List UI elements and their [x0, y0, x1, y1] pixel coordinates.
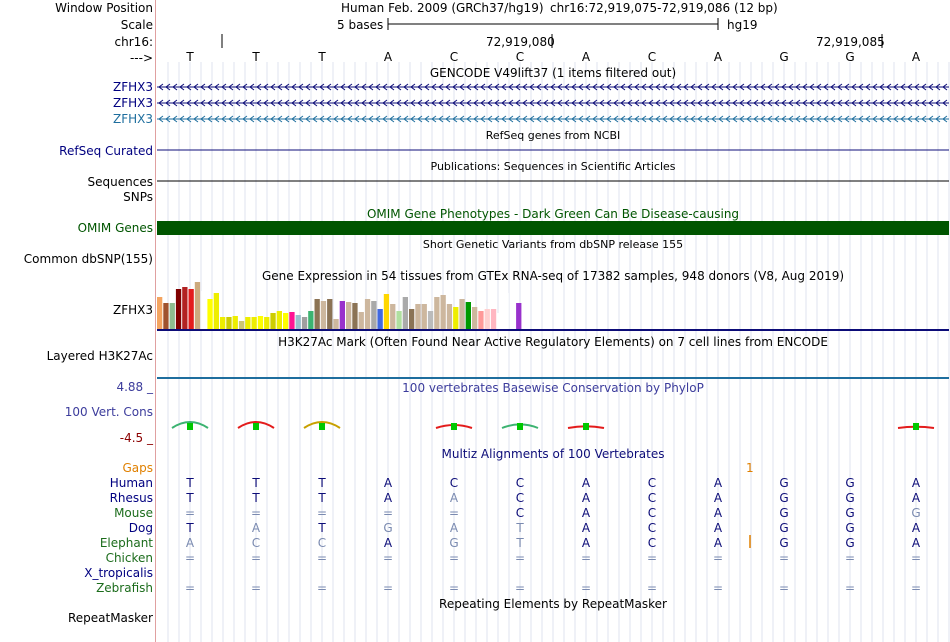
omim-track-title[interactable]: OMIM Gene Phenotypes - Dark Green Can Be Disease-causing: [366, 207, 740, 221]
alignment-base-zebrafish: =: [712, 581, 724, 595]
sequence-base: A: [581, 50, 591, 64]
gtex-tissue-bar: [207, 299, 212, 329]
gtex-tissue-bar: [308, 311, 313, 329]
gencode-track-title[interactable]: GENCODE V49lift37 (1 items filtered out): [429, 66, 677, 80]
cons-max-label: 4.88 _: [116, 380, 153, 394]
snps-label[interactable]: SNPs: [123, 190, 153, 204]
alignment-base-dog: T: [516, 521, 524, 535]
gtex-tissue-bar: [352, 303, 357, 329]
alignment-base-mouse: G: [845, 506, 855, 520]
alignment-base-chicken: =: [448, 551, 460, 565]
alignment-base-rhesus: T: [252, 491, 260, 505]
alignment-base-mouse: =: [250, 506, 262, 520]
gtex-tissue-bar: [359, 312, 364, 329]
gtex-tissue-bar: [296, 315, 301, 329]
alignment-base-dog: A: [713, 521, 723, 535]
phylop-bar: [517, 423, 523, 430]
alignment-base-dog: C: [647, 521, 657, 535]
repeatmasker-track-title[interactable]: Repeating Elements by RepeatMasker: [439, 597, 667, 611]
alignment-base-elephant: T: [516, 536, 524, 550]
alignment-base-mouse: C: [647, 506, 657, 520]
gtex-tissue-bar: [289, 312, 294, 329]
sequence-base: G: [845, 50, 855, 64]
alignment-base-zebrafish: =: [778, 581, 790, 595]
vert-cons-label[interactable]: 100 Vert. Cons: [64, 405, 153, 419]
gene-label-zfhx3-2[interactable]: ZFHX3: [112, 96, 153, 110]
alignment-base-chicken: =: [778, 551, 790, 565]
alignment-base-elephant: G: [845, 536, 855, 550]
alignment-base-elephant: A: [911, 536, 921, 550]
alignment-base-elephant: C: [251, 536, 261, 550]
alignment-base-zebrafish: =: [580, 581, 592, 595]
alignment-base-dog: G: [383, 521, 393, 535]
phylop-bar: [319, 423, 325, 430]
dbsnp-track-title[interactable]: Short Genetic Variants from dbSNP release 155: [422, 238, 684, 251]
species-dog-label[interactable]: Dog: [128, 521, 153, 535]
gtex-tissue-bar: [220, 317, 225, 329]
gtex-tissue-bar: [415, 304, 420, 329]
gtex-tissue-bar: [201, 291, 206, 329]
cons-min-label: -4.5 _: [119, 431, 153, 445]
alignment-base-rhesus: C: [647, 491, 657, 505]
gtex-tissue-bar: [333, 319, 338, 329]
omim-bar: [157, 221, 949, 235]
alignment-base-human: G: [845, 476, 855, 490]
sequence-base: T: [252, 50, 260, 64]
species-chicken-label[interactable]: Chicken: [105, 551, 153, 565]
gtex-tissue-bar: [170, 303, 175, 329]
gtex-tissue-bar: [302, 317, 307, 329]
gtex-tissue-bar: [384, 294, 389, 329]
alignment-base-mouse: G: [779, 506, 789, 520]
alignment-base-rhesus: A: [383, 491, 393, 505]
alignment-base-rhesus: G: [845, 491, 855, 505]
alignment-base-dog: T: [318, 521, 326, 535]
gtex-tissue-bar: [226, 317, 231, 329]
alignment-base-rhesus: A: [911, 491, 921, 505]
alignment-base-dog: A: [581, 521, 591, 535]
gtex-tissue-bar: [491, 309, 496, 329]
alignment-base-rhesus: G: [779, 491, 789, 505]
gtex-tissue-bar: [239, 321, 244, 329]
coord-tick-85: 72,919,085: [816, 35, 885, 49]
alignment-base-zebrafish: =: [514, 581, 526, 595]
refseq-curated-label[interactable]: RefSeq Curated: [59, 144, 153, 158]
alignment-base-elephant: C: [317, 536, 327, 550]
alignment-base-zebrafish: =: [844, 581, 856, 595]
species-mouse-label[interactable]: Mouse: [114, 506, 153, 520]
alignment-base-chicken: =: [382, 551, 394, 565]
alignment-base-rhesus: T: [318, 491, 326, 505]
alignment-base-chicken: =: [250, 551, 262, 565]
sequence-base: C: [515, 50, 525, 64]
sequence-base: T: [186, 50, 194, 64]
gtex-tissue-bar: [522, 326, 527, 329]
alignment-base-elephant: A: [581, 536, 591, 550]
gtex-tissue-bar: [478, 311, 483, 329]
gtex-tissue-bar: [182, 287, 187, 329]
publications-track-title[interactable]: Publications: Sequences in Scientific Articles: [430, 160, 676, 173]
alignment-base-human: A: [713, 476, 723, 490]
sequence-base: A: [911, 50, 921, 64]
alignment-base-zebrafish: =: [184, 581, 196, 595]
phylop-bar: [451, 423, 457, 430]
sequence-base: A: [383, 50, 393, 64]
alignment-base-mouse: G: [911, 506, 921, 520]
alignment-base-human: T: [318, 476, 326, 490]
gtex-tissue-bar: [371, 301, 376, 329]
gtex-tissue-bar: [214, 293, 219, 329]
gtex-tissue-bar: [258, 316, 263, 329]
gtex-tissue-bar: [459, 299, 464, 329]
gtex-tissue-bar: [157, 297, 162, 329]
alignment-base-human: C: [647, 476, 657, 490]
alignment-base-dog: A: [251, 521, 261, 535]
window-range-text: chr16:72,919,075-72,919,086 (12 bp): [550, 1, 778, 15]
sequence-base: A: [713, 50, 723, 64]
gtex-tissue-bar: [447, 304, 452, 329]
alignment-base-chicken: =: [184, 551, 196, 565]
phylop-bar: [187, 423, 193, 430]
alignment-base-zebrafish: =: [646, 581, 658, 595]
alignment-base-elephant: A: [383, 536, 393, 550]
alignment-base-mouse: A: [713, 506, 723, 520]
gtex-tissue-bar: [176, 289, 181, 329]
alignment-base-dog: A: [449, 521, 459, 535]
alignment-base-human: A: [581, 476, 591, 490]
alignment-base-human: C: [515, 476, 525, 490]
gtex-tissue-bar: [340, 301, 345, 329]
window-position-label: Window Position: [55, 1, 153, 15]
gtex-tissue-bar: [453, 307, 458, 329]
alignment-base-mouse: A: [581, 506, 591, 520]
gtex-gene-label[interactable]: ZFHX3: [112, 303, 153, 317]
gtex-tissue-bar: [195, 282, 200, 329]
alignment-base-human: A: [911, 476, 921, 490]
gtex-tissue-bar: [466, 302, 471, 329]
gtex-tissue-bar: [378, 309, 383, 329]
gtex-tissue-bar: [441, 295, 446, 329]
alignment-base-elephant: A: [185, 536, 195, 550]
assembly-text: Human Feb. 2009 (GRCh37/hg19): [341, 1, 544, 15]
gene-label-zfhx3-3[interactable]: ZFHX3: [112, 112, 153, 126]
alignment-base-dog: G: [845, 521, 855, 535]
alignment-base-mouse: C: [515, 506, 525, 520]
alignment-base-mouse: =: [184, 506, 196, 520]
gtex-tissue-bar: [189, 289, 194, 329]
alignment-base-zebrafish: =: [250, 581, 262, 595]
alignment-base-chicken: =: [514, 551, 526, 565]
alignment-base-zebrafish: =: [910, 581, 922, 595]
alignment-base-human: T: [252, 476, 260, 490]
common-dbsnp-label[interactable]: Common dbSNP(155): [23, 252, 153, 266]
alignment-base-rhesus: A: [581, 491, 591, 505]
species-human-label[interactable]: Human: [109, 476, 153, 490]
chrom-label: chr16:: [114, 35, 153, 49]
gtex-tissue-bar: [264, 317, 269, 329]
alignment-base-chicken: =: [712, 551, 724, 565]
alignment-base-chicken: =: [844, 551, 856, 565]
coord-tick-80: 72,919,080: [486, 35, 555, 49]
alignment-base-rhesus: A: [713, 491, 723, 505]
alignment-base-elephant: A: [713, 536, 723, 550]
phylop-bar: [253, 423, 259, 430]
gtex-tissue-bar: [403, 297, 408, 329]
alignment-base-human: T: [186, 476, 194, 490]
gaps-label[interactable]: Gaps: [122, 461, 153, 475]
alignment-base-zebrafish: =: [382, 581, 394, 595]
gtex-tissue-bar: [327, 299, 332, 329]
gtex-tissue-bar: [516, 303, 521, 329]
species-zebrafish-label[interactable]: Zebrafish: [96, 581, 153, 595]
gtex-tissue-bar: [497, 313, 502, 329]
alignment-base-dog: G: [779, 521, 789, 535]
alignment-base-human: C: [449, 476, 459, 490]
phylop-track-title[interactable]: 100 vertebrates Basewise Conservation by PhyloP: [402, 381, 704, 395]
gtex-tissue-bar: [315, 299, 320, 329]
alignment-base-rhesus: C: [515, 491, 525, 505]
gene-label-zfhx3-1[interactable]: ZFHX3: [112, 80, 153, 94]
refseq-track-title[interactable]: RefSeq genes from NCBI: [485, 129, 621, 142]
gtex-tissue-bar: [504, 293, 509, 329]
gtex-tissue-bar: [283, 313, 288, 329]
gtex-tissue-bar: [365, 299, 370, 329]
alignment-base-human: A: [383, 476, 393, 490]
alignment-base-rhesus: T: [186, 491, 194, 505]
alignment-base-rhesus: A: [449, 491, 459, 505]
multiz-track-title[interactable]: Multiz Alignments of 100 Vertebrates: [441, 447, 665, 461]
gtex-tissue-bar: [409, 309, 414, 329]
alignment-base-chicken: =: [580, 551, 592, 565]
scale-bases-text: 5 bases: [337, 18, 384, 32]
alignment-base-dog: A: [911, 521, 921, 535]
scale-label: Scale: [120, 18, 153, 32]
omim-genes-label[interactable]: OMIM Genes: [77, 221, 153, 235]
species-rhesus-label[interactable]: Rhesus: [109, 491, 153, 505]
gtex-tissue-bar: [485, 309, 490, 329]
alignment-base-elephant: C: [647, 536, 657, 550]
alignment-base-chicken: =: [646, 551, 658, 565]
repeatmasker-label[interactable]: RepeatMasker: [67, 611, 153, 625]
alignment-base-dog: T: [186, 521, 194, 535]
alignment-base-elephant: G: [779, 536, 789, 550]
alignment-base-zebrafish: =: [316, 581, 328, 595]
h3k27ac-track-title[interactable]: H3K27Ac Mark (Often Found Near Active Regulatory Elements) on 7 cell lines from ENCODE: [278, 335, 828, 349]
sequences-label[interactable]: Sequences: [87, 175, 153, 189]
alignment-base-chicken: =: [316, 551, 328, 565]
gtex-tissue-bar: [510, 299, 515, 329]
alignment-base-zebrafish: =: [448, 581, 460, 595]
gap-marker: 1: [746, 461, 754, 475]
alignment-base-mouse: =: [382, 506, 394, 520]
alignment-base-mouse: =: [448, 506, 460, 520]
gtex-tissue-bar: [277, 311, 282, 329]
gtex-tissue-bar: [346, 302, 351, 329]
gtex-tissue-bar: [396, 311, 401, 329]
gtex-tissue-bar: [422, 304, 427, 329]
scale-db-text: hg19: [727, 18, 758, 32]
h3k27ac-label[interactable]: Layered H3K27Ac: [46, 349, 153, 363]
species-elephant-label[interactable]: Elephant: [99, 536, 153, 550]
gtex-tissue-bar: [321, 301, 326, 329]
alignment-base-mouse: =: [316, 506, 328, 520]
gtex-tissue-bar: [428, 311, 433, 329]
sequence-base: T: [318, 50, 326, 64]
gtex-track-title[interactable]: Gene Expression in 54 tissues from GTEx RNA-seq of 17382 samples, 948 donors (V8, Aug 2019): [261, 269, 845, 283]
phylop-bar: [913, 423, 919, 430]
sequence-base: G: [779, 50, 789, 64]
species-xtropicalis-label[interactable]: X_tropicalis: [84, 566, 153, 580]
phylop-bar: [583, 423, 589, 430]
sequence-base: C: [647, 50, 657, 64]
alignment-base-human: G: [779, 476, 789, 490]
gtex-tissue-bar: [163, 303, 168, 329]
sequence-base: C: [449, 50, 459, 64]
gtex-tissue-bar: [233, 316, 238, 329]
gtex-tissue-bar: [245, 317, 250, 329]
alignment-base-chicken: =: [910, 551, 922, 565]
gtex-tissue-bar: [390, 304, 395, 329]
gtex-tissue-bar: [252, 317, 257, 329]
gtex-tissue-bar: [434, 297, 439, 329]
alignment-base-elephant: G: [449, 536, 459, 550]
strand-arrow-label: --->: [129, 51, 153, 65]
gtex-tissue-bar: [472, 307, 477, 329]
gtex-tissue-bar: [270, 313, 275, 329]
